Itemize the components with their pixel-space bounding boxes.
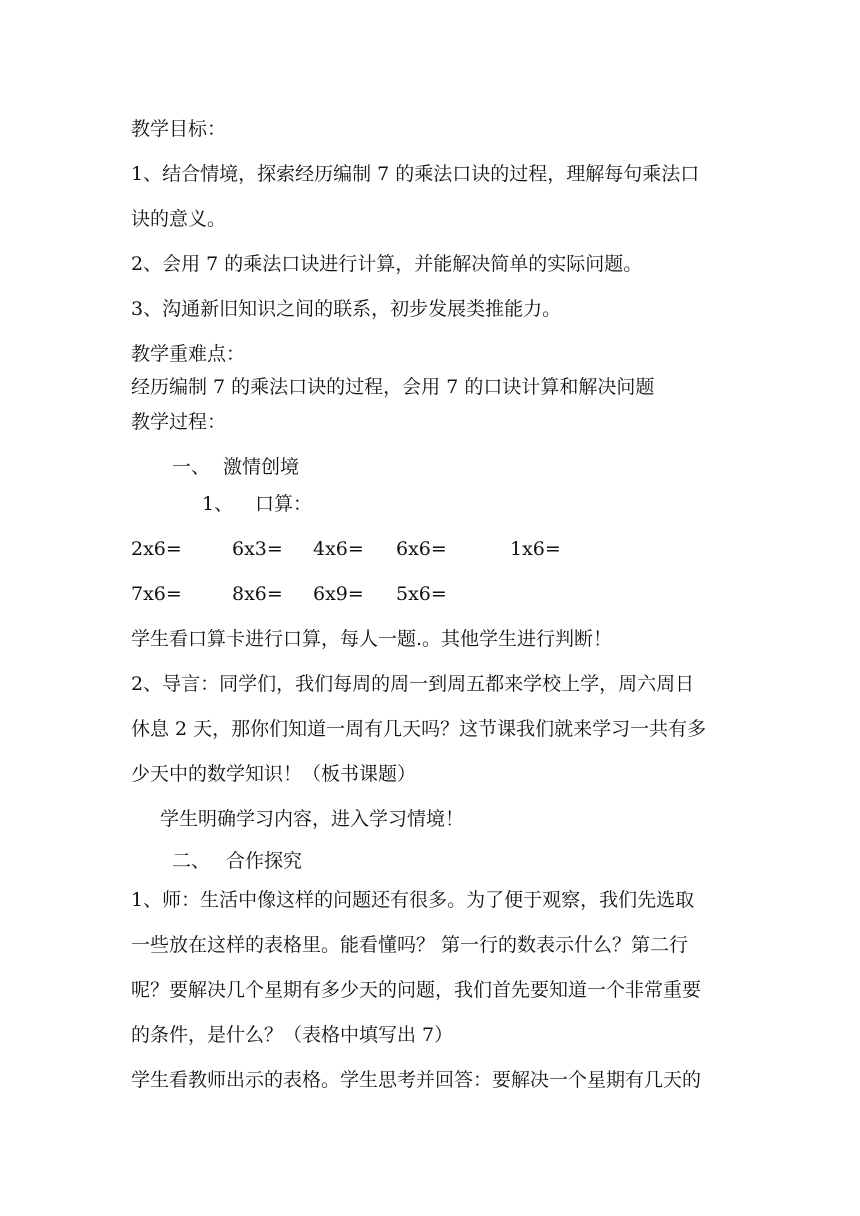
intro-line-1: 2、导言：同学们，我们每周的周一到周五都来学校上学，周六周日 xyxy=(131,673,695,695)
item-1-number: 1、 xyxy=(202,493,234,515)
calc-item: 8x6= xyxy=(232,583,283,605)
student-note-2: 学生明确学习内容，进入学习情境！ xyxy=(160,808,465,830)
calc-item: 6x3= xyxy=(232,538,283,560)
goal-line-1: 1、结合情境，探索经历编制 7 的乘法口诀的过程，理解每句乘法口 xyxy=(131,163,700,185)
goal-line-4: 3、沟通新旧知识之间的联系，初步发展类推能力。 xyxy=(131,298,562,320)
calc-item: 1x6= xyxy=(510,538,561,560)
key-points-text: 经历编制 7 的乘法口诀的过程，会用 7 的口诀计算和解决问题 xyxy=(131,376,655,398)
section-2-number: 二、 xyxy=(172,850,211,872)
calc-item: 4x6= xyxy=(313,538,364,560)
student-note-1: 学生看口算卡进行口算，每人一题.。其他学生进行判断！ xyxy=(131,628,613,650)
calc-item: 6x6= xyxy=(396,538,447,560)
calc-item: 7x6= xyxy=(131,583,182,605)
teacher-line-2: 一些放在这样的表格里。能看懂吗？ 第一行的数表示什么？第二行 xyxy=(131,934,689,956)
teacher-line-1: 1、师：生活中像这样的问题还有很多。为了便于观察，我们先选取 xyxy=(131,889,695,911)
item-1-title: 口算： xyxy=(255,493,313,515)
calc-item: 6x9= xyxy=(313,583,364,605)
process-heading: 教学过程： xyxy=(131,411,227,433)
goal-line-3: 2、会用 7 的乘法口诀进行计算，并能解决简单的实际问题。 xyxy=(131,253,643,275)
key-points-heading: 教学重难点： xyxy=(131,343,246,365)
student-answer-line: 学生看教师出示的表格。学生思考并回答：要解决一个星期有几天的 xyxy=(131,1069,702,1091)
goals-heading: 教学目标： xyxy=(131,118,227,140)
goal-line-2: 诀的意义。 xyxy=(131,208,227,230)
calc-item: 2x6= xyxy=(131,538,182,560)
section-2-title: 合作探究 xyxy=(226,850,303,872)
intro-line-2: 休息 2 天，那你们知道一周有几天吗？这节课我们就来学习一共有多 xyxy=(131,718,707,740)
intro-line-3: 少天中的数学知识！（板书课题） xyxy=(131,763,417,785)
teacher-line-4: 的条件，是什么？（表格中填写出 7） xyxy=(131,1024,454,1046)
section-1-number: 一、 xyxy=(172,456,211,478)
teacher-line-3: 呢？要解决几个星期有多少天的问题，我们首先要知道一个非常重要 xyxy=(131,979,702,1001)
section-1-title: 激情创境 xyxy=(223,456,300,478)
calc-item: 5x6= xyxy=(396,583,447,605)
